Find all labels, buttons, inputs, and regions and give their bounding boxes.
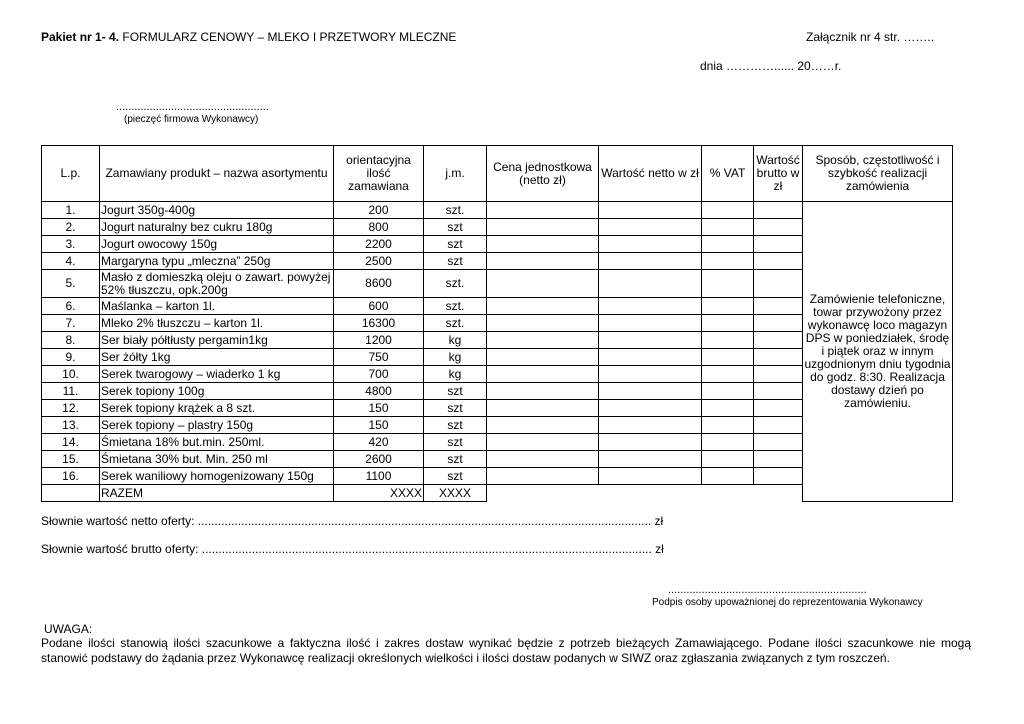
row-quantity: 2600 xyxy=(334,451,424,468)
table-header-row xyxy=(42,146,953,202)
row-vat-input[interactable] xyxy=(702,417,754,434)
row-lp: 8. xyxy=(42,332,100,349)
row-unit-price-input[interactable] xyxy=(487,417,599,434)
row-unit-price-input[interactable] xyxy=(487,468,599,485)
row-quantity: 750 xyxy=(334,349,424,366)
row-lp: 12. xyxy=(42,400,100,417)
stamp-label: (pieczęć firmowa Wykonawcy) xyxy=(124,114,259,125)
row-vat-input[interactable] xyxy=(702,349,754,366)
row-unit-price-input[interactable] xyxy=(487,270,599,298)
row-lp: 9. xyxy=(42,349,100,366)
row-lp: 3. xyxy=(42,236,100,253)
row-product-line2: 52% tłuszczu, opk.200g xyxy=(101,282,228,297)
row-gross-value-input[interactable] xyxy=(754,366,803,383)
row-net-value-input[interactable] xyxy=(599,236,702,253)
row-gross-value-input[interactable] xyxy=(754,219,803,236)
row-net-value-input[interactable] xyxy=(599,270,702,298)
row-unit: szt. xyxy=(424,315,487,332)
row-unit: szt. xyxy=(424,298,487,315)
net-value-in-words[interactable]: Słownie wartość netto oferty: ........................................................................................................................................ zł xyxy=(41,514,664,528)
col-header-gross-value: Wartość brutto w zł xyxy=(754,146,803,202)
row-net-value-input[interactable] xyxy=(599,400,702,417)
row-unit-price-input[interactable] xyxy=(487,236,599,253)
row-product: Ser żółty 1kg xyxy=(100,349,334,366)
row-gross-value-input[interactable] xyxy=(754,383,803,400)
col-header-vat: % VAT xyxy=(702,146,754,202)
row-vat-input[interactable] xyxy=(702,236,754,253)
row-net-value-input[interactable] xyxy=(599,253,702,270)
row-product: Margaryna typu „mleczna” 250g xyxy=(100,253,334,270)
row-product: Jogurt naturalny bez cukru 180g xyxy=(100,219,334,236)
price-table xyxy=(41,145,953,502)
package-number: Pakiet nr 1- 4. xyxy=(41,30,120,44)
row-lp: 15. xyxy=(42,451,100,468)
row-unit-price-input[interactable] xyxy=(487,400,599,417)
row-product: Serek topiony – plastry 150g xyxy=(100,417,334,434)
row-unit: szt xyxy=(424,417,487,434)
row-unit: szt xyxy=(424,451,487,468)
total-lp-cell xyxy=(42,485,100,502)
total-unit: XXXX xyxy=(424,485,487,502)
row-unit: szt xyxy=(424,219,487,236)
row-lp: 5. xyxy=(42,270,100,298)
row-unit: szt xyxy=(424,383,487,400)
row-quantity: 4800 xyxy=(334,383,424,400)
row-product: Serek waniliowy homogenizowany 150g xyxy=(100,468,334,485)
row-quantity: 420 xyxy=(334,434,424,451)
row-unit-price-input[interactable] xyxy=(487,219,599,236)
row-product: Mleko 2% tłuszczu – karton 1l. xyxy=(100,315,334,332)
total-quantity: XXXX xyxy=(334,485,424,502)
row-unit: kg xyxy=(424,366,487,383)
row-lp: 16. xyxy=(42,468,100,485)
row-net-value-input[interactable] xyxy=(599,434,702,451)
row-unit-price-input[interactable] xyxy=(487,202,599,219)
col-header-unit: j.m. xyxy=(424,146,487,202)
row-net-value-input[interactable] xyxy=(599,349,702,366)
row-quantity: 150 xyxy=(334,417,424,434)
gross-value-in-words[interactable]: Słownie wartość brutto oferty: ....................................................................................................................................... zł xyxy=(41,542,664,556)
row-gross-value-input[interactable] xyxy=(754,270,803,298)
signature-line: ................................................................. xyxy=(668,584,867,596)
col-header-product: Zamawiany produkt – nazwa asortymentu xyxy=(100,146,334,202)
signature-label: Podpis osoby upoważnionej do reprezentowania Wykonawcy xyxy=(652,597,923,608)
row-lp: 7. xyxy=(42,315,100,332)
row-quantity: 2500 xyxy=(334,253,424,270)
row-gross-value-input[interactable] xyxy=(754,202,803,219)
row-product: Jogurt owocowy 150g xyxy=(100,236,334,253)
col-header-delivery: Sposób, częstotliwość i szybkość realizacji zamówienia xyxy=(803,146,953,202)
row-net-value-input[interactable] xyxy=(599,417,702,434)
row-vat-input[interactable] xyxy=(702,434,754,451)
row-net-value-input[interactable] xyxy=(599,202,702,219)
note-text: Podane ilości stanowią ilości szacunkowe a faktyczna ilość i zakres dostaw wynikać będzie z potrzeb bieżących Zamawiającego. Podane ilości szacunkowe nie mogą stanowić podstawy do żądania przez Wykonawcę realizacji określonych wielkości i ilości dostaw podanych w SIWZ oraz zgłaszania związanych z tym roszczeń. xyxy=(41,636,971,665)
total-empty-cell xyxy=(487,485,599,502)
row-lp: 10. xyxy=(42,366,100,383)
form-title xyxy=(41,30,456,44)
col-header-lp: L.p. xyxy=(42,146,100,202)
row-vat-input[interactable] xyxy=(702,451,754,468)
row-gross-value-input[interactable] xyxy=(754,349,803,366)
row-quantity: 8600 xyxy=(334,270,424,298)
row-unit-price-input[interactable] xyxy=(487,383,599,400)
row-net-value-input[interactable] xyxy=(599,315,702,332)
row-quantity: 1200 xyxy=(334,332,424,349)
row-unit-price-input[interactable] xyxy=(487,332,599,349)
row-vat-input[interactable] xyxy=(702,383,754,400)
row-unit: kg xyxy=(424,332,487,349)
row-gross-value-input[interactable] xyxy=(754,298,803,315)
row-product: Serek topiony 100g xyxy=(100,383,334,400)
row-unit: szt. xyxy=(424,202,487,219)
row-unit-price-input[interactable] xyxy=(487,298,599,315)
row-gross-value-input[interactable] xyxy=(754,468,803,485)
row-vat-input[interactable] xyxy=(702,270,754,298)
row-vat-input[interactable] xyxy=(702,468,754,485)
row-quantity: 150 xyxy=(334,400,424,417)
row-quantity: 1100 xyxy=(334,468,424,485)
note-heading: UWAGA: xyxy=(44,622,93,636)
row-net-value-input[interactable] xyxy=(599,451,702,468)
row-gross-value-input[interactable] xyxy=(754,434,803,451)
row-unit: kg xyxy=(424,349,487,366)
row-product: Ser biały półtłusty pergamin1kg xyxy=(100,332,334,349)
row-vat-input[interactable] xyxy=(702,315,754,332)
row-quantity: 2200 xyxy=(334,236,424,253)
row-lp: 1. xyxy=(42,202,100,219)
row-vat-input[interactable] xyxy=(702,298,754,315)
row-unit: szt. xyxy=(424,270,487,298)
row-unit: szt xyxy=(424,400,487,417)
row-product-line1: Masło z domieszką oleju o zawart. powyżej xyxy=(101,269,331,284)
row-gross-value-input[interactable] xyxy=(754,315,803,332)
row-lp: 11. xyxy=(42,383,100,400)
row-lp: 6. xyxy=(42,298,100,315)
row-gross-value-input[interactable] xyxy=(754,400,803,417)
form-title-text: FORMULARZ CENOWY – MLEKO I PRZETWORY MLECZNE xyxy=(119,30,457,44)
row-unit: szt xyxy=(424,253,487,270)
row-vat-input[interactable] xyxy=(702,202,754,219)
stamp-line: .................................................. xyxy=(116,101,269,113)
row-unit-price-input[interactable] xyxy=(487,451,599,468)
row-gross-value-input[interactable] xyxy=(754,236,803,253)
total-empty-cell xyxy=(754,485,803,502)
row-quantity: 200 xyxy=(334,202,424,219)
row-net-value-input[interactable] xyxy=(599,366,702,383)
row-vat-input[interactable] xyxy=(702,400,754,417)
delivery-note: Zamówienie telefoniczne, towar przywożony przez wykonawcę loco magazyn DPS w poniedziałek, środę i piątek oraz w innym uzgodnionym dniu tygodnia do godz. 8:30. Realizacja dostawy dzień po zamówieniu. xyxy=(803,202,953,502)
row-quantity: 600 xyxy=(334,298,424,315)
row-quantity: 16300 xyxy=(334,315,424,332)
row-vat-input[interactable] xyxy=(702,332,754,349)
row-unit-price-input[interactable] xyxy=(487,434,599,451)
col-header-quantity: orientacyjna ilość zamawiana xyxy=(334,146,424,202)
row-gross-value-input[interactable] xyxy=(754,332,803,349)
row-unit: szt xyxy=(424,236,487,253)
row-product: Śmietana 18% but.min. 250ml. xyxy=(100,434,334,451)
row-lp: 2. xyxy=(42,219,100,236)
row-unit-price-input[interactable] xyxy=(487,366,599,383)
row-gross-value-input[interactable] xyxy=(754,451,803,468)
row-quantity: 800 xyxy=(334,219,424,236)
row-net-value-input[interactable] xyxy=(599,468,702,485)
date-field: dnia …………...... 20……r. xyxy=(700,59,842,73)
row-product: Serek twarogowy – wiaderko 1 kg xyxy=(100,366,334,383)
col-header-net-value: Wartość netto w zł xyxy=(599,146,702,202)
row-gross-value-input[interactable] xyxy=(754,253,803,270)
row-unit: szt xyxy=(424,468,487,485)
row-net-value-input[interactable] xyxy=(599,219,702,236)
row-unit-price-input[interactable] xyxy=(487,349,599,366)
total-empty-cell xyxy=(702,485,754,502)
row-lp: 13. xyxy=(42,417,100,434)
row-net-value-input[interactable] xyxy=(599,383,702,400)
attachment-number: Załącznik nr 4 str. …….. xyxy=(806,30,935,44)
row-net-value-input[interactable] xyxy=(599,298,702,315)
row-net-value-input[interactable] xyxy=(599,332,702,349)
row-product xyxy=(100,270,334,298)
row-gross-value-input[interactable] xyxy=(754,417,803,434)
row-unit-price-input[interactable] xyxy=(487,253,599,270)
row-vat-input[interactable] xyxy=(702,366,754,383)
table-row xyxy=(42,202,953,219)
row-quantity: 700 xyxy=(334,366,424,383)
total-empty-cell xyxy=(599,485,702,502)
total-label: RAZEM xyxy=(100,485,334,502)
row-vat-input[interactable] xyxy=(702,253,754,270)
row-lp: 4. xyxy=(42,253,100,270)
row-product: Maślanka – karton 1l. xyxy=(100,298,334,315)
row-product: Jogurt 350g-400g xyxy=(100,202,334,219)
row-product: Serek topiony krążek a 8 szt. xyxy=(100,400,334,417)
col-header-unit-price: Cena jednostkowa (netto zł) xyxy=(487,146,599,202)
row-lp: 14. xyxy=(42,434,100,451)
row-unit-price-input[interactable] xyxy=(487,315,599,332)
row-vat-input[interactable] xyxy=(702,219,754,236)
row-unit: szt xyxy=(424,434,487,451)
row-product: Śmietana 30% but. Min. 250 ml xyxy=(100,451,334,468)
